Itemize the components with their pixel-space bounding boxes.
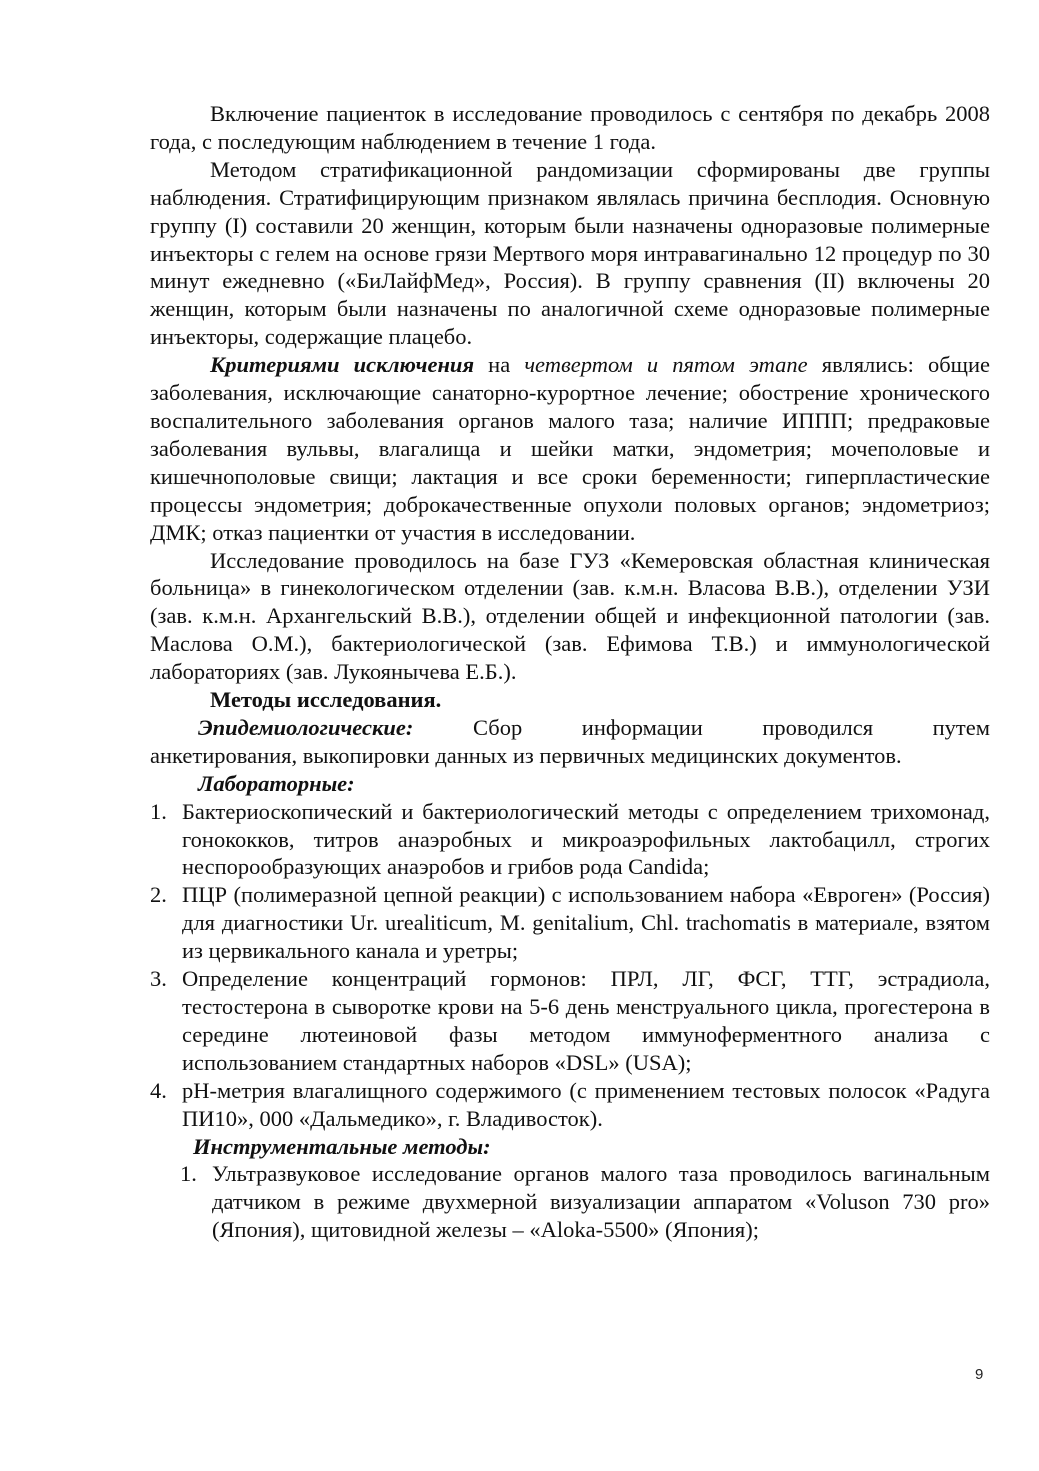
page-number: 9 [975, 1366, 984, 1383]
paragraph-exclusion-criteria [150, 351, 990, 546]
paragraph-enrollment: Включение пациенток в исследование проводилось с сентября по декабрь 2008 года, с последующим наблюдением в течение 1 года. [150, 101, 990, 154]
list-item [150, 881, 990, 965]
list-item [150, 798, 990, 882]
laboratory-heading: Лабораторные: [198, 770, 355, 796]
exclusion-criteria-label: Критериями исключения [210, 352, 475, 378]
exclusion-connector: на [474, 352, 525, 378]
laboratory-methods-list [150, 798, 990, 1133]
paragraph-study-base: Исследование проводилось на базе ГУЗ «Кемеровская областная клиническая больница» в гинекологическом отделении (зав. к.м.н. Власова В.В.), отделении УЗИ (зав. к.м.н. Архангельский В.В.), отделении общей и инфекционной патологии (зав. Маслова О.М.), бактериологической (зав. Ефимова Т.В.) и иммунологической лабораториях (зав. Лукоянычева Е.Б.). [150, 547, 990, 685]
list-item-text: ПЦР (полимеразной цепной реакции) с использованием набора «Евроген» (Россия) для диагностики Ur. urealiticum, M. genitalium, Chl. trachomatis в материале, взятом из цервикального канала и уретры; [182, 882, 990, 964]
instrumental-methods-list [150, 1160, 990, 1244]
list-item-text: рН-метрия влагалищного содержимого (с применением тестовых полосок «Радуга ПИ10», 000 «Дальмедико», г. Владивосток). [182, 1077, 990, 1131]
list-item-number: 1. [180, 1161, 197, 1187]
epidemiological-line [150, 714, 990, 742]
epidemiological-label: Эпидемиологические: [198, 714, 414, 740]
list-item-number: 3. [150, 966, 167, 992]
list-item-number: 1. [150, 798, 167, 824]
document-body [150, 100, 990, 1244]
methods-heading: Методы исследования. [210, 687, 442, 713]
exclusion-stage: четвертом и пятом этапе [524, 352, 808, 378]
instrumental-heading: Инструментальные методы: [193, 1133, 491, 1159]
list-item-number: 2. [150, 882, 167, 908]
list-item-text: Определение концентраций гормонов: ПРЛ, ЛГ, ФСГ, ТТГ, эстрадиола, тестостерона в сыворотке крови на 5-6 день менструального цикла, прогестерона в середине лютеиновой фазы методом иммуноферментного анализа с использованием стандартных наборов «DSL» (USA); [182, 966, 990, 1075]
epidemiological-text-1: Сбор информации проводился путем [413, 714, 990, 740]
exclusion-text: являлись: общие заболевания, исключающие санаторно-курортное лечение; обострение хронического воспалительного заболевания органов малого таза; наличие ИППП; предраковые заболевания вульвы, влагалища и шейки матки, эндометрия; мочеполовые и кишечнополовые свищи; лактация и все сроки беременности; гиперпластические процессы эндометрия; доброкачественные опухоли половых органов; эндометриоз; ДМК; отказ пациентки от участия в исследовании. [150, 352, 990, 545]
epidemiological-continuation: анкетирования, выкопировки данных из первичных медицинских документов. [150, 742, 902, 768]
list-item [150, 965, 990, 1077]
list-item [150, 1160, 990, 1244]
list-item-number: 4. [150, 1077, 167, 1103]
list-item-text: Ультразвуковое исследование органов малого таза проводилось вагинальным датчиком в режиме двухмерной визуализации аппаратом «Voluson 730 pro» (Япония), щитовидной железы – «Aloka-5500» (Япония); [212, 1161, 990, 1243]
paragraph-randomization: Методом стратификационной рандомизации сформированы две группы наблюдения. Стратифицирующим признаком являлась причина бесплодия. Основную группу (I) составили 20 женщин, которым были назначены одноразовые полимерные инъекторы с гелем на основе грязи Мертвого моря интравагинально 12 процедур по 30 минут ежедневно («БиЛайфМед», Россия). В группу сравнения (II) включены 20 женщин, которым были назначены по аналогичной схеме одноразовые полимерные инъекторы, содержащие плацебо. [150, 156, 990, 350]
list-item-text: Бактериоскопический и бактериологический методы с определением трихомонад, гонококков, титров анаэробных и микроаэрофильных лактобацилл, строгих неспорообразующих анаэробов и грибов рода Candida; [182, 798, 990, 880]
list-item [150, 1077, 990, 1133]
